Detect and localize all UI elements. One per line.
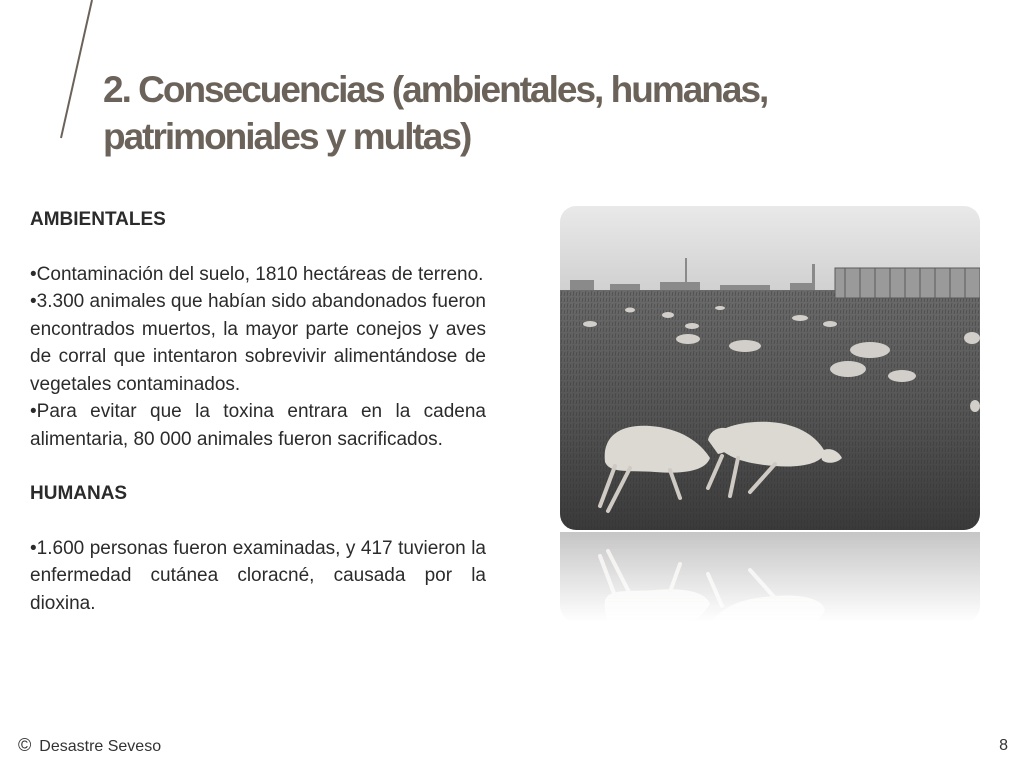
decorative-accent-line bbox=[58, 0, 98, 140]
bullet-item: •1.600 personas fueron examinadas, y 417 tuvieron la enfermedad cutánea cloracné, causada por la dioxina. bbox=[30, 537, 486, 614]
bullet-item: •Para evitar que la toxina entrara en la cadena alimentaria, 80 000 animales fueron sacrificados. bbox=[30, 401, 486, 450]
copyright-icon: © bbox=[18, 735, 32, 755]
page-number: 8 bbox=[999, 737, 1008, 754]
field-photo bbox=[560, 206, 980, 530]
field-photo-reflection bbox=[560, 532, 980, 622]
footer-title: Desastre Seveso bbox=[39, 738, 162, 755]
bullet-item: •3.300 animales que habían sido abandonados fueron encontrados muertos, la mayor parte conejos y aves de corral que intentaron sobrevivir alimentándose de vegetales contaminados. bbox=[30, 291, 486, 395]
footer-label bbox=[18, 735, 161, 756]
section-heading-ambientales: AMBIENTALES bbox=[30, 209, 166, 230]
slide-body bbox=[30, 206, 486, 617]
bullet-item: •Contaminación del suelo, 1810 hectáreas de terreno. bbox=[30, 263, 484, 285]
slide-title: 2. Consecuencias (ambientales, humanas, patrimoniales y multas) bbox=[103, 69, 768, 157]
section-heading-humanas: HUMANAS bbox=[30, 483, 128, 504]
